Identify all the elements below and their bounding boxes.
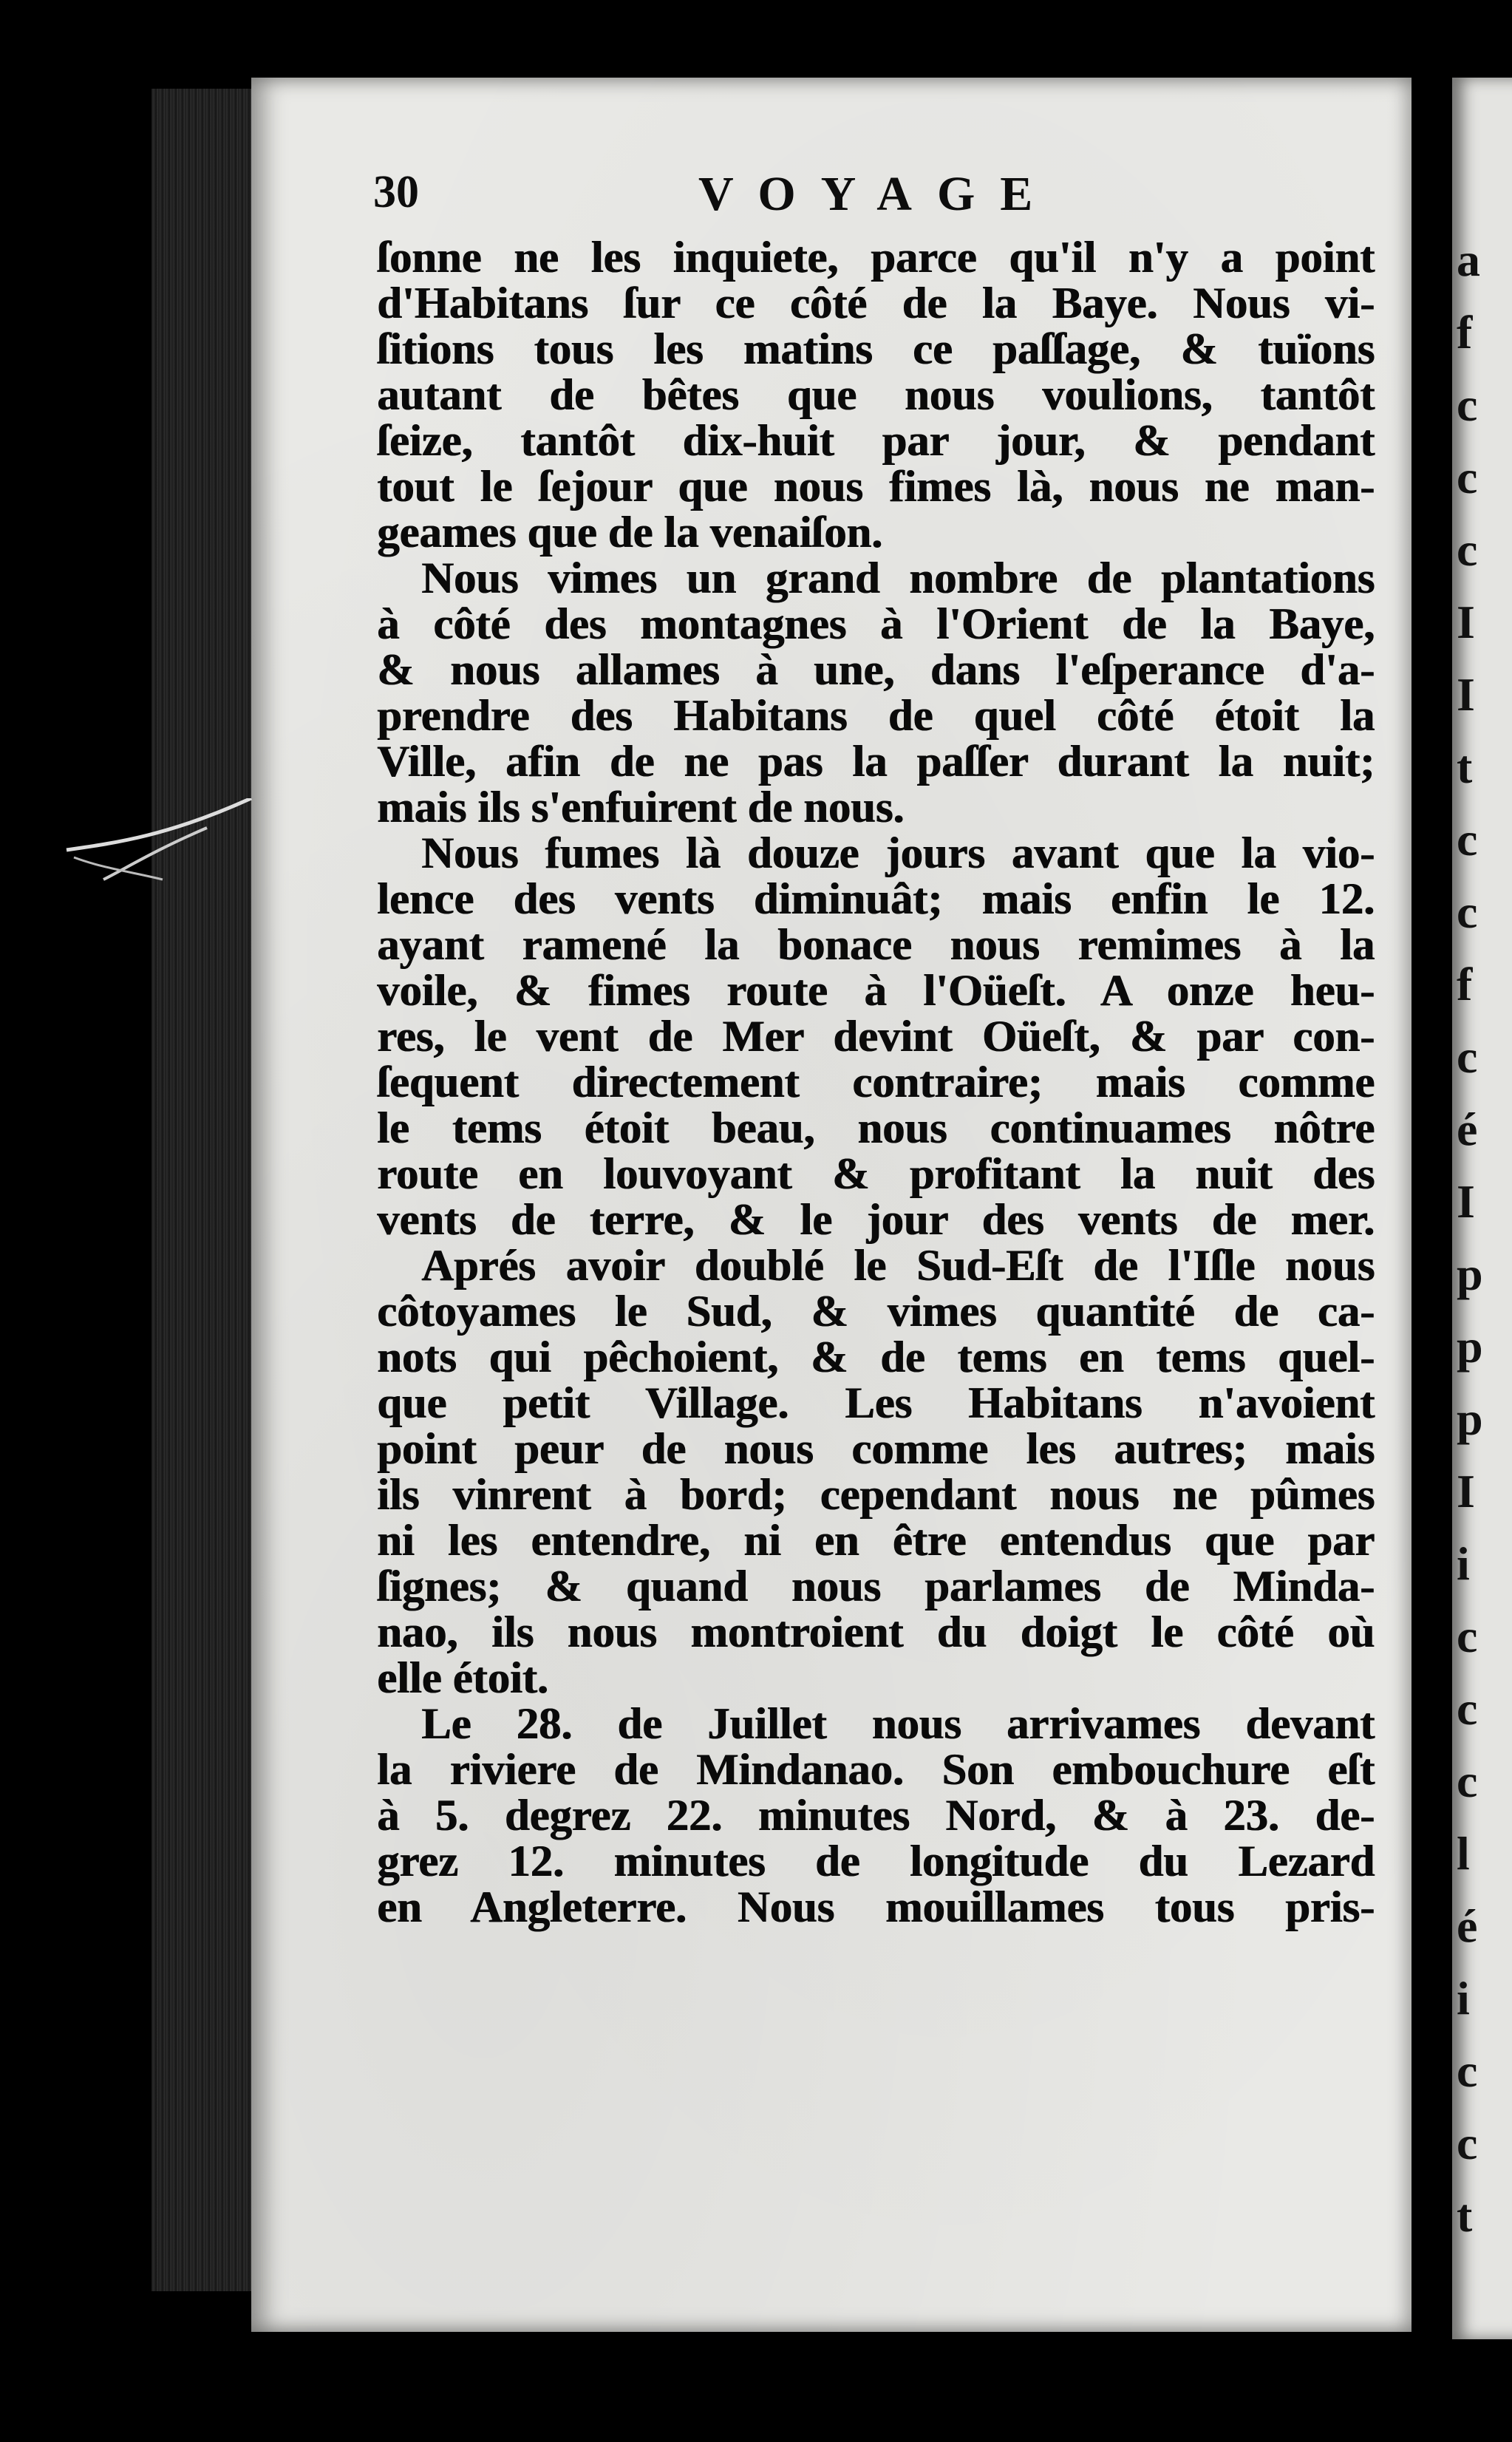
text-line: à côté des montagnes à l'Orient de la Baye,	[377, 599, 1375, 649]
text-line: à 5. degrez 22. minutes Nord, & à 23. de-	[377, 1791, 1375, 1840]
text-line: ſignes; & quand nous parlames de Minda-	[377, 1562, 1375, 1611]
text-line: autant de bêtes que nous voulions, tantôt	[377, 370, 1375, 420]
text-line: point peur de nous comme les autres; mais	[377, 1424, 1375, 1474]
text-line: le tems étoit beau, nous continuames nôtre	[377, 1103, 1375, 1153]
text-line: elle étoit.	[377, 1653, 548, 1703]
facing-page-letter: p	[1457, 1392, 1483, 1445]
text-line: la riviere de Mindanao. Son embouchure eſt	[377, 1745, 1375, 1795]
text-line: nots qui pêchoient, & de tems en tems quel-	[377, 1333, 1375, 1382]
facing-page-letter: I	[1457, 596, 1475, 648]
text-line: ſequent directement contraire; mais comme	[377, 1058, 1375, 1107]
text-line: Aprés avoir doublé le Sud-Eſt de l'Iſle nous	[421, 1241, 1375, 1290]
page-header	[373, 166, 1371, 240]
facing-page-letter: c	[1457, 2044, 1478, 2097]
text-line: route en louvoyant & profitant la nuit des	[377, 1149, 1375, 1199]
text-line: que petit Village. Les Habitans n'avoient	[377, 1378, 1375, 1428]
page-number: 30	[373, 167, 419, 217]
facing-page-letter: I	[1457, 1175, 1475, 1228]
text-line: tout le ſejour que nous fimes là, nous ne man-	[377, 462, 1375, 511]
text-line: côtoyames le Sud, & vimes quantité de ca-	[377, 1287, 1375, 1336]
text-line: d'Habitans ſur ce côté de la Baye. Nous vi-	[377, 279, 1375, 328]
facing-page-letter: p	[1457, 1320, 1483, 1373]
facing-page-letter: f	[1457, 306, 1473, 358]
book-gutter	[1411, 78, 1452, 2339]
facing-page-letter: I	[1457, 1465, 1475, 1517]
running-head: VOYAGE	[698, 167, 1058, 221]
text-line: res, le vent de Mer devint Oüeſt, & par con-	[377, 1012, 1375, 1061]
facing-page-letter: c	[1457, 378, 1478, 431]
text-line: & nous allames à une, dans l'eſperance d'a-	[377, 645, 1375, 695]
facing-page-letter: é	[1457, 1899, 1478, 1952]
facing-page-letter: c	[1457, 1030, 1478, 1083]
facing-page-letter: p	[1457, 1248, 1483, 1300]
text-line: Nous vimes un grand nombre de plantations	[421, 554, 1375, 603]
facing-page-letter: t	[1457, 741, 1473, 793]
text-line: ſonne ne les inquiete, parce qu'il n'y a point	[377, 233, 1375, 282]
facing-page-letter: é	[1457, 1103, 1478, 1155]
facing-page-letter: c	[1457, 523, 1478, 576]
text-line: ils vinrent à bord; cependant nous ne pûmes	[377, 1470, 1375, 1520]
facing-page-letter: t	[1457, 2189, 1473, 2242]
facing-page-edge	[1452, 78, 1512, 2339]
text-line: en Angleterre. Nous mouillames tous pris-	[377, 1882, 1375, 1932]
facing-page-letter: a	[1457, 234, 1480, 286]
text-line: Ville, afin de ne pas la paſſer durant la nuit;	[377, 737, 1375, 786]
text-line: Nous fumes là douze jours avant que la vio-	[421, 829, 1375, 878]
text-line: vents de terre, & le jour des vents de mer.	[377, 1195, 1375, 1245]
body-text	[377, 235, 1375, 1931]
text-line: grez 12. minutes de longitude du Lezard	[377, 1837, 1375, 1886]
text-line: ſeize, tantôt dix-huit par jour, & pendant	[377, 416, 1375, 466]
facing-page-letter: c	[1457, 813, 1478, 865]
text-line: lence des vents diminuât; mais enfin le 12.	[377, 874, 1375, 924]
facing-page-letter: f	[1457, 958, 1473, 1010]
scratch-mark	[59, 798, 259, 887]
facing-page-letter: c	[1457, 1755, 1478, 1807]
facing-page-letter: c	[1457, 885, 1478, 938]
facing-page-letter: I	[1457, 668, 1475, 721]
text-line: ſitions tous les matins ce paſſage, & tuïons	[377, 324, 1375, 374]
facing-page-letter: c	[1457, 451, 1478, 503]
facing-page-letter: i	[1457, 1537, 1470, 1590]
facing-page-letter: i	[1457, 1972, 1470, 2024]
facing-page-letter: l	[1457, 1827, 1470, 1880]
text-line: geames que de la venaiſon.	[377, 508, 882, 557]
facing-page-letter: c	[1457, 2117, 1478, 2169]
text-line: Le 28. de Juillet nous arrivames devant	[421, 1699, 1375, 1749]
page-edges	[151, 89, 255, 2291]
facing-page-letter: c	[1457, 1682, 1478, 1735]
text-line: nao, ils nous montroient du doigt le côté où	[377, 1608, 1375, 1657]
text-line: prendre des Habitans de quel côté étoit la	[377, 691, 1375, 741]
text-line: ni les entendre, ni en être entendus que par	[377, 1516, 1375, 1565]
text-line: ayant ramené la bonace nous remimes à la	[377, 920, 1375, 970]
text-line: mais ils s'enfuirent de nous.	[377, 783, 905, 832]
facing-page-letter: c	[1457, 1610, 1478, 1662]
text-line: voile, & fimes route à l'Oüeſt. A onze heu-	[377, 966, 1375, 1016]
